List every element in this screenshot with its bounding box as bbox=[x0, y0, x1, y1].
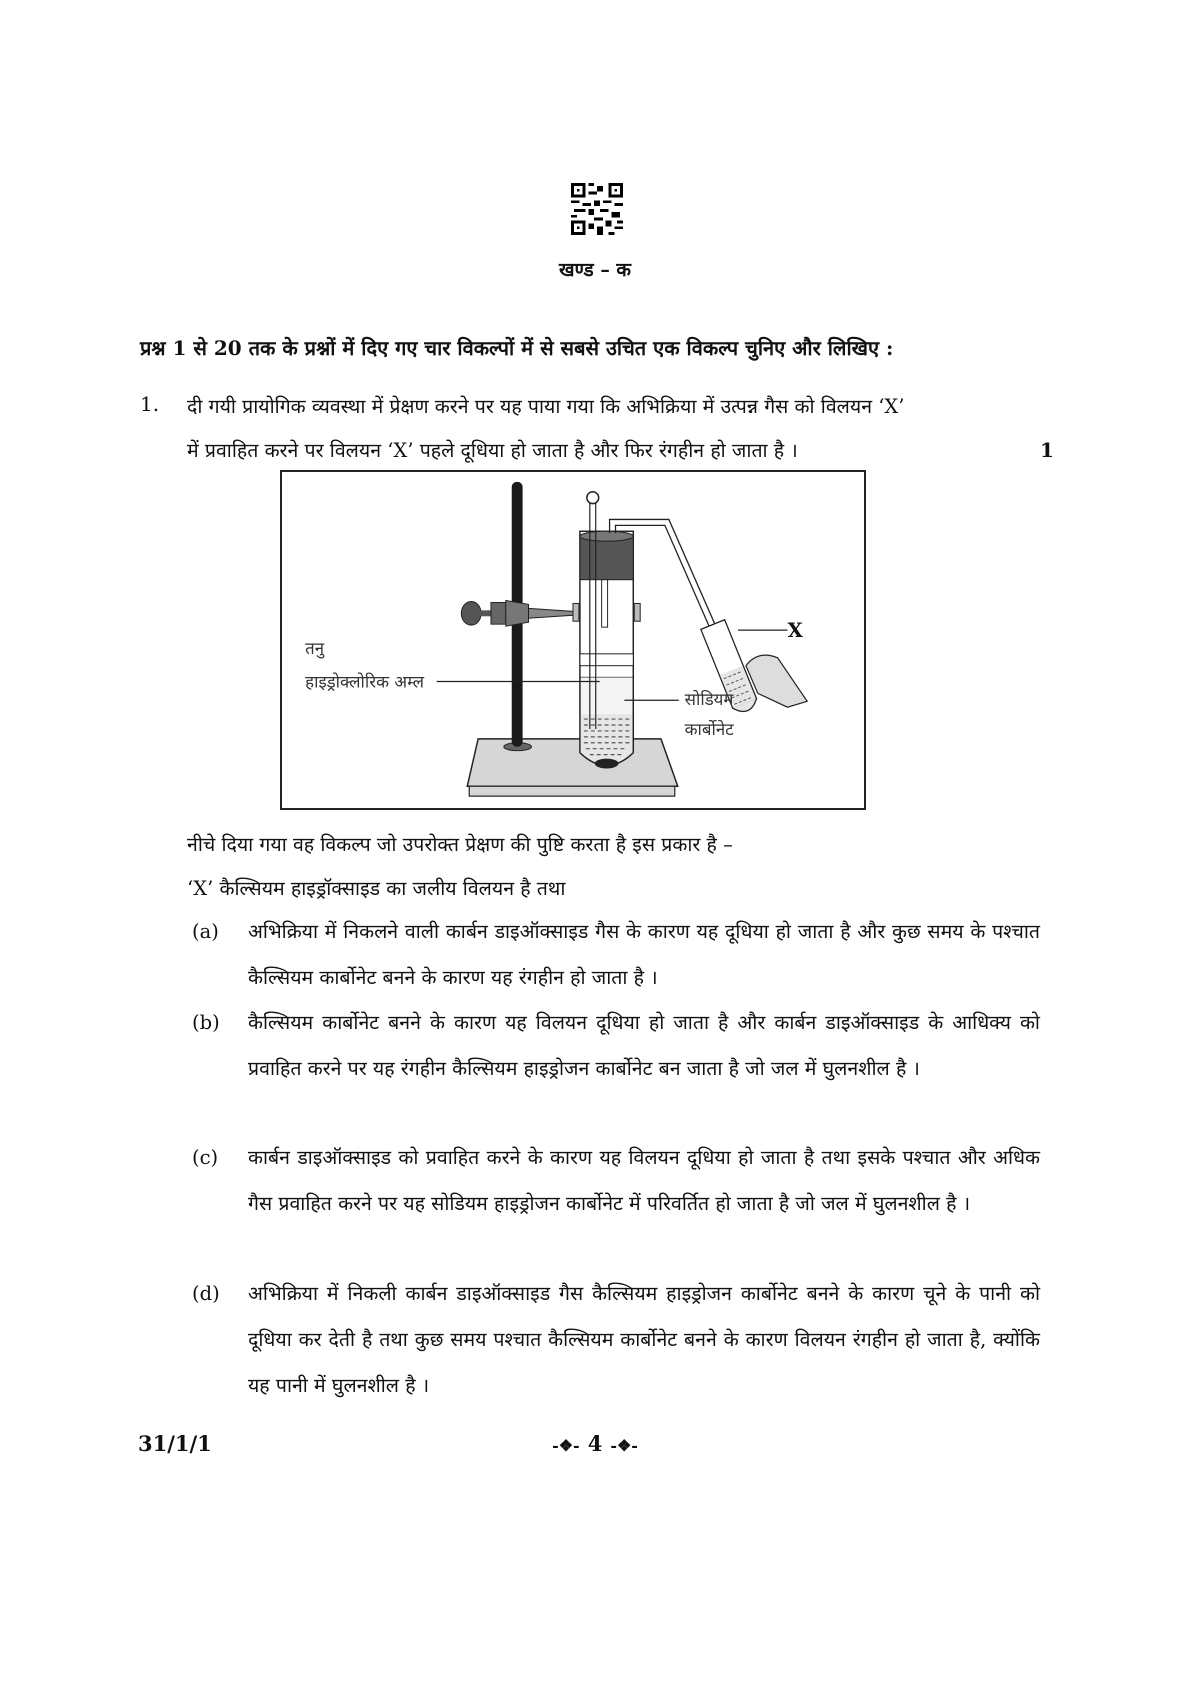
option-b-label: (b) bbox=[192, 1011, 220, 1034]
page-number-block bbox=[0, 1431, 1190, 1456]
question-number: 1. bbox=[140, 392, 160, 416]
question-marks: 1 bbox=[1040, 438, 1054, 462]
ornament-right-icon: -❖- bbox=[610, 1436, 638, 1455]
stem-line-2: ‘X’ कैल्सियम हाइड्रॉक्साइड का जलीय विलयन है तथा bbox=[187, 877, 566, 900]
label-sodium: सोडियम bbox=[684, 689, 734, 710]
label-dilute: तनु bbox=[305, 637, 325, 658]
option-b-text: कैल्सियम कार्बोनेट बनने के कारण यह विलयन दूधिया हो जाता है और कार्बन डाइऑक्साइड के आधिक्य को प्रवाहित करने पर यह रंगहीन कैल्सियम हाइड्रोजन कार्बोनेट बन जाता है जो जल में घुलनशील है । bbox=[248, 1011, 1040, 1080]
apparatus-figure bbox=[280, 470, 866, 810]
qr-code-icon bbox=[570, 183, 624, 235]
sodium-carbonate-solid bbox=[595, 759, 619, 769]
question-text-line-2: में प्रवाहित करने पर विलयन ‘X’ पहले दूधिया हो जाता है और फिर रंगहीन हो जाता है । bbox=[187, 439, 798, 462]
option-a-text: अभिक्रिया में निकलने वाली कार्बन डाइऑक्साइड गैस के कारण यह दूधिया हो जाता है और कुछ समय के पश्चात कैल्सियम कार्बोनेट बनने के कारण यह रंगहीन हो जाता है । bbox=[248, 920, 1040, 989]
instructions: प्रश्न 1 से 20 तक के प्रश्नों में दिए गए चार विकल्पों में से सबसे उचित एक विकल्प चुनिए और लिखिए : bbox=[140, 336, 894, 360]
page-number: 4 bbox=[587, 1431, 603, 1456]
section-title: खण्ड – क bbox=[558, 259, 632, 281]
option-a-label: (a) bbox=[192, 920, 219, 943]
stem-line-1: नीचे दिया गया वह विकल्प जो उपरोक्त प्रेक्षण की पुष्टि करता है इस प्रकार है – bbox=[187, 833, 733, 856]
ornament-left-icon: -❖- bbox=[552, 1436, 580, 1455]
question-text-line-1: दी गयी प्रायोगिक व्यवस्था में प्रेक्षण करने पर यह पाया गया कि अभिक्रिया में उत्पन्न गैस को विलयन ‘X’ bbox=[187, 395, 905, 418]
label-x: X bbox=[787, 618, 803, 643]
label-hydrochloric-acid: हाइड्रोक्लोरिक अम्ल bbox=[305, 671, 425, 692]
option-d-text: अभिक्रिया में निकली कार्बन डाइऑक्साइड गैस कैल्सियम हाइड्रोजन कार्बोनेट बनने के कारण चूने के पानी को दूधिया कर देती है तथा कुछ समय पश्चात कैल्सियम कार्बोनेट बनने के कारण विलयन रंगहीन हो जाता है, क्योंकि यह पानी में घुलनशील है । bbox=[248, 1282, 1040, 1397]
option-d-label: (d) bbox=[192, 1282, 220, 1305]
label-carbonate: कार्बोनेट bbox=[684, 718, 734, 739]
cork bbox=[580, 536, 633, 579]
option-c-text: कार्बन डाइऑक्साइड को प्रवाहित करने के कारण यह विलयन दूधिया हो जाता है तथा इसके पश्चात और अधिक गैस प्रवाहित करने पर यह सोडियम हाइड्रोजन कार्बोनेट में परिवर्तित हो जाता है जो जल में घुलनशील है । bbox=[248, 1146, 1040, 1215]
stand-base bbox=[467, 739, 677, 786]
apparatus-diagram bbox=[282, 472, 864, 808]
paper-code: 31/1/1 bbox=[138, 1431, 212, 1456]
option-c-label: (c) bbox=[192, 1146, 219, 1169]
